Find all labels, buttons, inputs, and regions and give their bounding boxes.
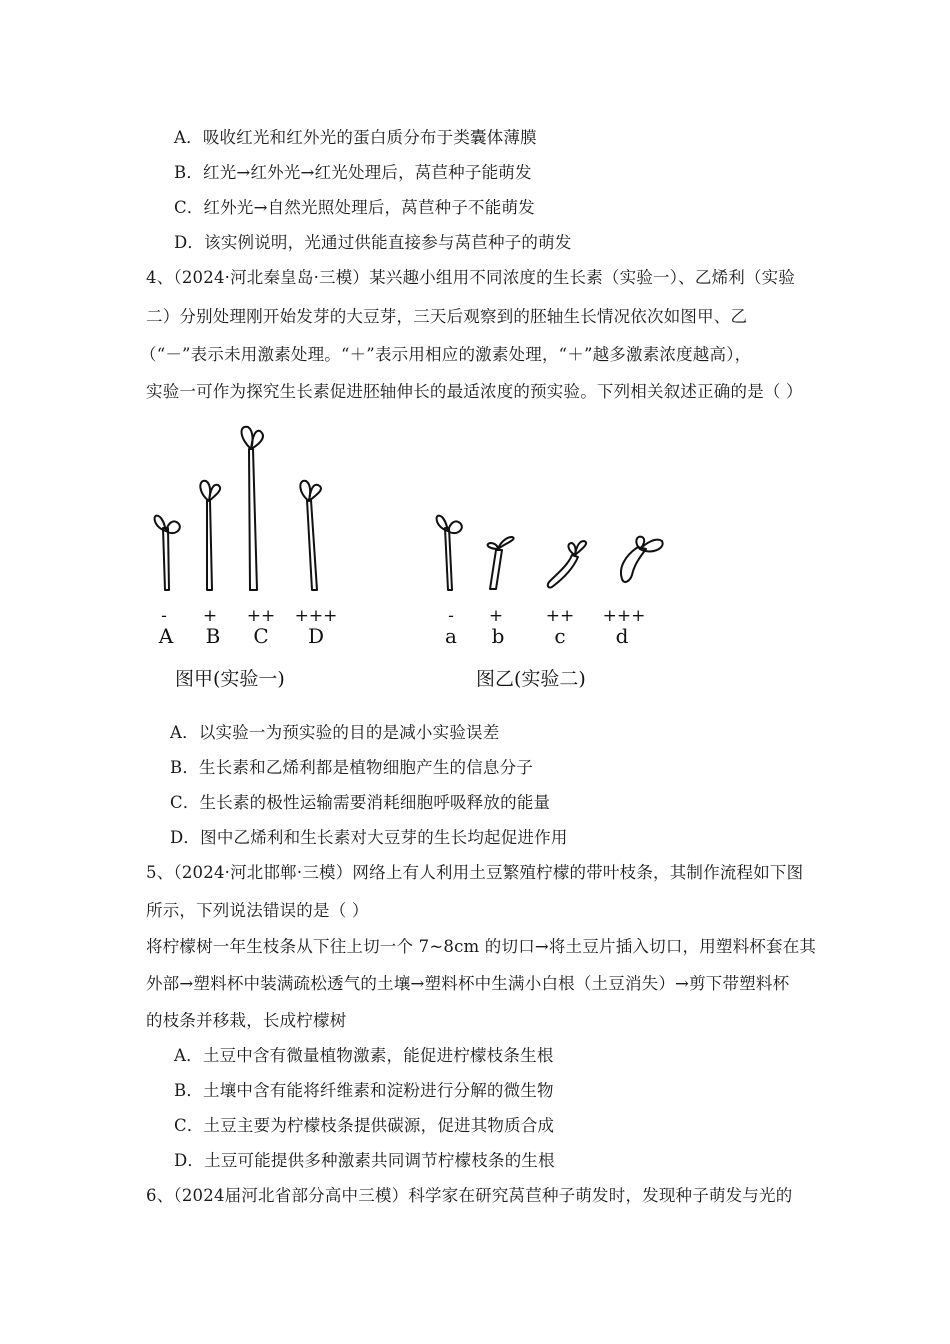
sign-c: ++ xyxy=(545,606,575,626)
sign-A: - xyxy=(161,606,167,626)
q3-option-c: C．红外光→自然光照处理后，莴苣种子不能萌发 xyxy=(174,198,535,217)
label-D: D xyxy=(307,624,325,648)
q3-option-d: D．该实例说明，光通过供能直接参与莴苣种子的萌发 xyxy=(174,233,572,252)
seedling-d xyxy=(621,537,663,582)
label-a: a xyxy=(445,624,457,648)
q5-stem-line-1: 5、（2024·河北邯郸·三模）网络上有人利用土豆繁殖柠檬的带叶枝条，其制作流程如下图 xyxy=(146,863,804,882)
sign-b: + xyxy=(488,606,504,626)
q4-stem-line-2: 二）分别处理刚开始发芽的大豆芽，三天后观察到的胚轴生长情况依次如图甲、乙 xyxy=(146,307,748,326)
seedling-b xyxy=(488,537,514,589)
label-B: B xyxy=(205,624,221,648)
q3-option-b: B．红光→红外光→红光处理后，莴苣种子能萌发 xyxy=(174,163,532,182)
q4-option-c: C．生长素的极性运输需要消耗细胞呼吸释放的能量 xyxy=(170,793,551,812)
seedling-A xyxy=(155,516,180,590)
q5-stem-line-5: 的枝条并移栽，长成柠檬树 xyxy=(146,1011,347,1030)
seedling-a xyxy=(437,516,462,590)
label-d: d xyxy=(615,624,629,648)
seedling-D xyxy=(300,481,321,590)
sign-a: - xyxy=(448,606,454,626)
q4-option-d: D．图中乙烯利和生长素对大豆芽的生长均起促进作用 xyxy=(170,828,568,847)
seedling-c xyxy=(548,541,586,588)
q4-stem-line-1: 4、（2024·河北秦皇岛·三模）某兴趣小组用不同浓度的生长素（实验一）、乙烯利（实验 xyxy=(146,268,796,287)
q4-option-a: A．以实验一为预实验的目的是减小实验误差 xyxy=(170,723,500,742)
q5-stem-line-3: 将柠檬树一年生枝条从下往上切一个 7~8cm 的切口→将土豆片插入切口，用塑料杯套在其 xyxy=(146,937,817,956)
q5-option-b: B．土壤中含有能将纤维素和淀粉进行分解的微生物 xyxy=(174,1081,554,1100)
q4-option-b: B．生长素和乙烯利都是植物细胞产生的信息分子 xyxy=(170,758,534,777)
sign-C: ++ xyxy=(246,606,276,626)
q3-option-a: A．吸收红光和红外光的蛋白质分布于类囊体薄膜 xyxy=(174,128,537,147)
q4-stem-line-4: 实验一可作为探究生长素促进胚轴伸长的最适浓度的预实验。下列相关叙述正确的是（ ） xyxy=(146,382,803,401)
figure-yi-caption: 图乙(实验二) xyxy=(476,668,586,690)
sign-B: + xyxy=(202,606,218,626)
label-C: C xyxy=(253,624,269,648)
label-b: b xyxy=(491,624,505,648)
q5-option-c: C．土豆主要为柠檬枝条提供碳源，促进其物质合成 xyxy=(174,1116,555,1135)
q5-option-d: D．土豆可能提供多种激素共同调节柠檬枝条的生根 xyxy=(174,1151,555,1170)
label-c: c xyxy=(554,624,566,648)
sprout-growth-figure xyxy=(140,415,700,705)
q5-stem-line-4: 外部→塑料杯中装满疏松透气的土壤→塑料杯中生满小白根（土豆消失）→剪下带塑料杯 xyxy=(146,974,790,993)
q5-option-a: A．土豆中含有微量植物激素，能促进柠檬枝条生根 xyxy=(174,1046,554,1065)
label-A: A xyxy=(158,624,174,648)
seedling-C xyxy=(242,427,263,590)
figure-jia-caption: 图甲(实验一) xyxy=(175,668,285,690)
sign-D: +++ xyxy=(294,606,338,626)
q4-stem-line-3: （“－”表示未用激素处理。“＋”表示用相应的激素处理，“＋”越多激素浓度越高）， xyxy=(140,345,752,364)
q5-stem-line-2: 所示，下列说法错误的是（ ） xyxy=(146,901,369,920)
q6-stem-line-1: 6、（2024届河北省部分高中三模）科学家在研究莴苣种子萌发时，发现种子萌发与光的 xyxy=(146,1186,793,1205)
seedling-B xyxy=(200,481,220,590)
sign-d: +++ xyxy=(602,606,646,626)
